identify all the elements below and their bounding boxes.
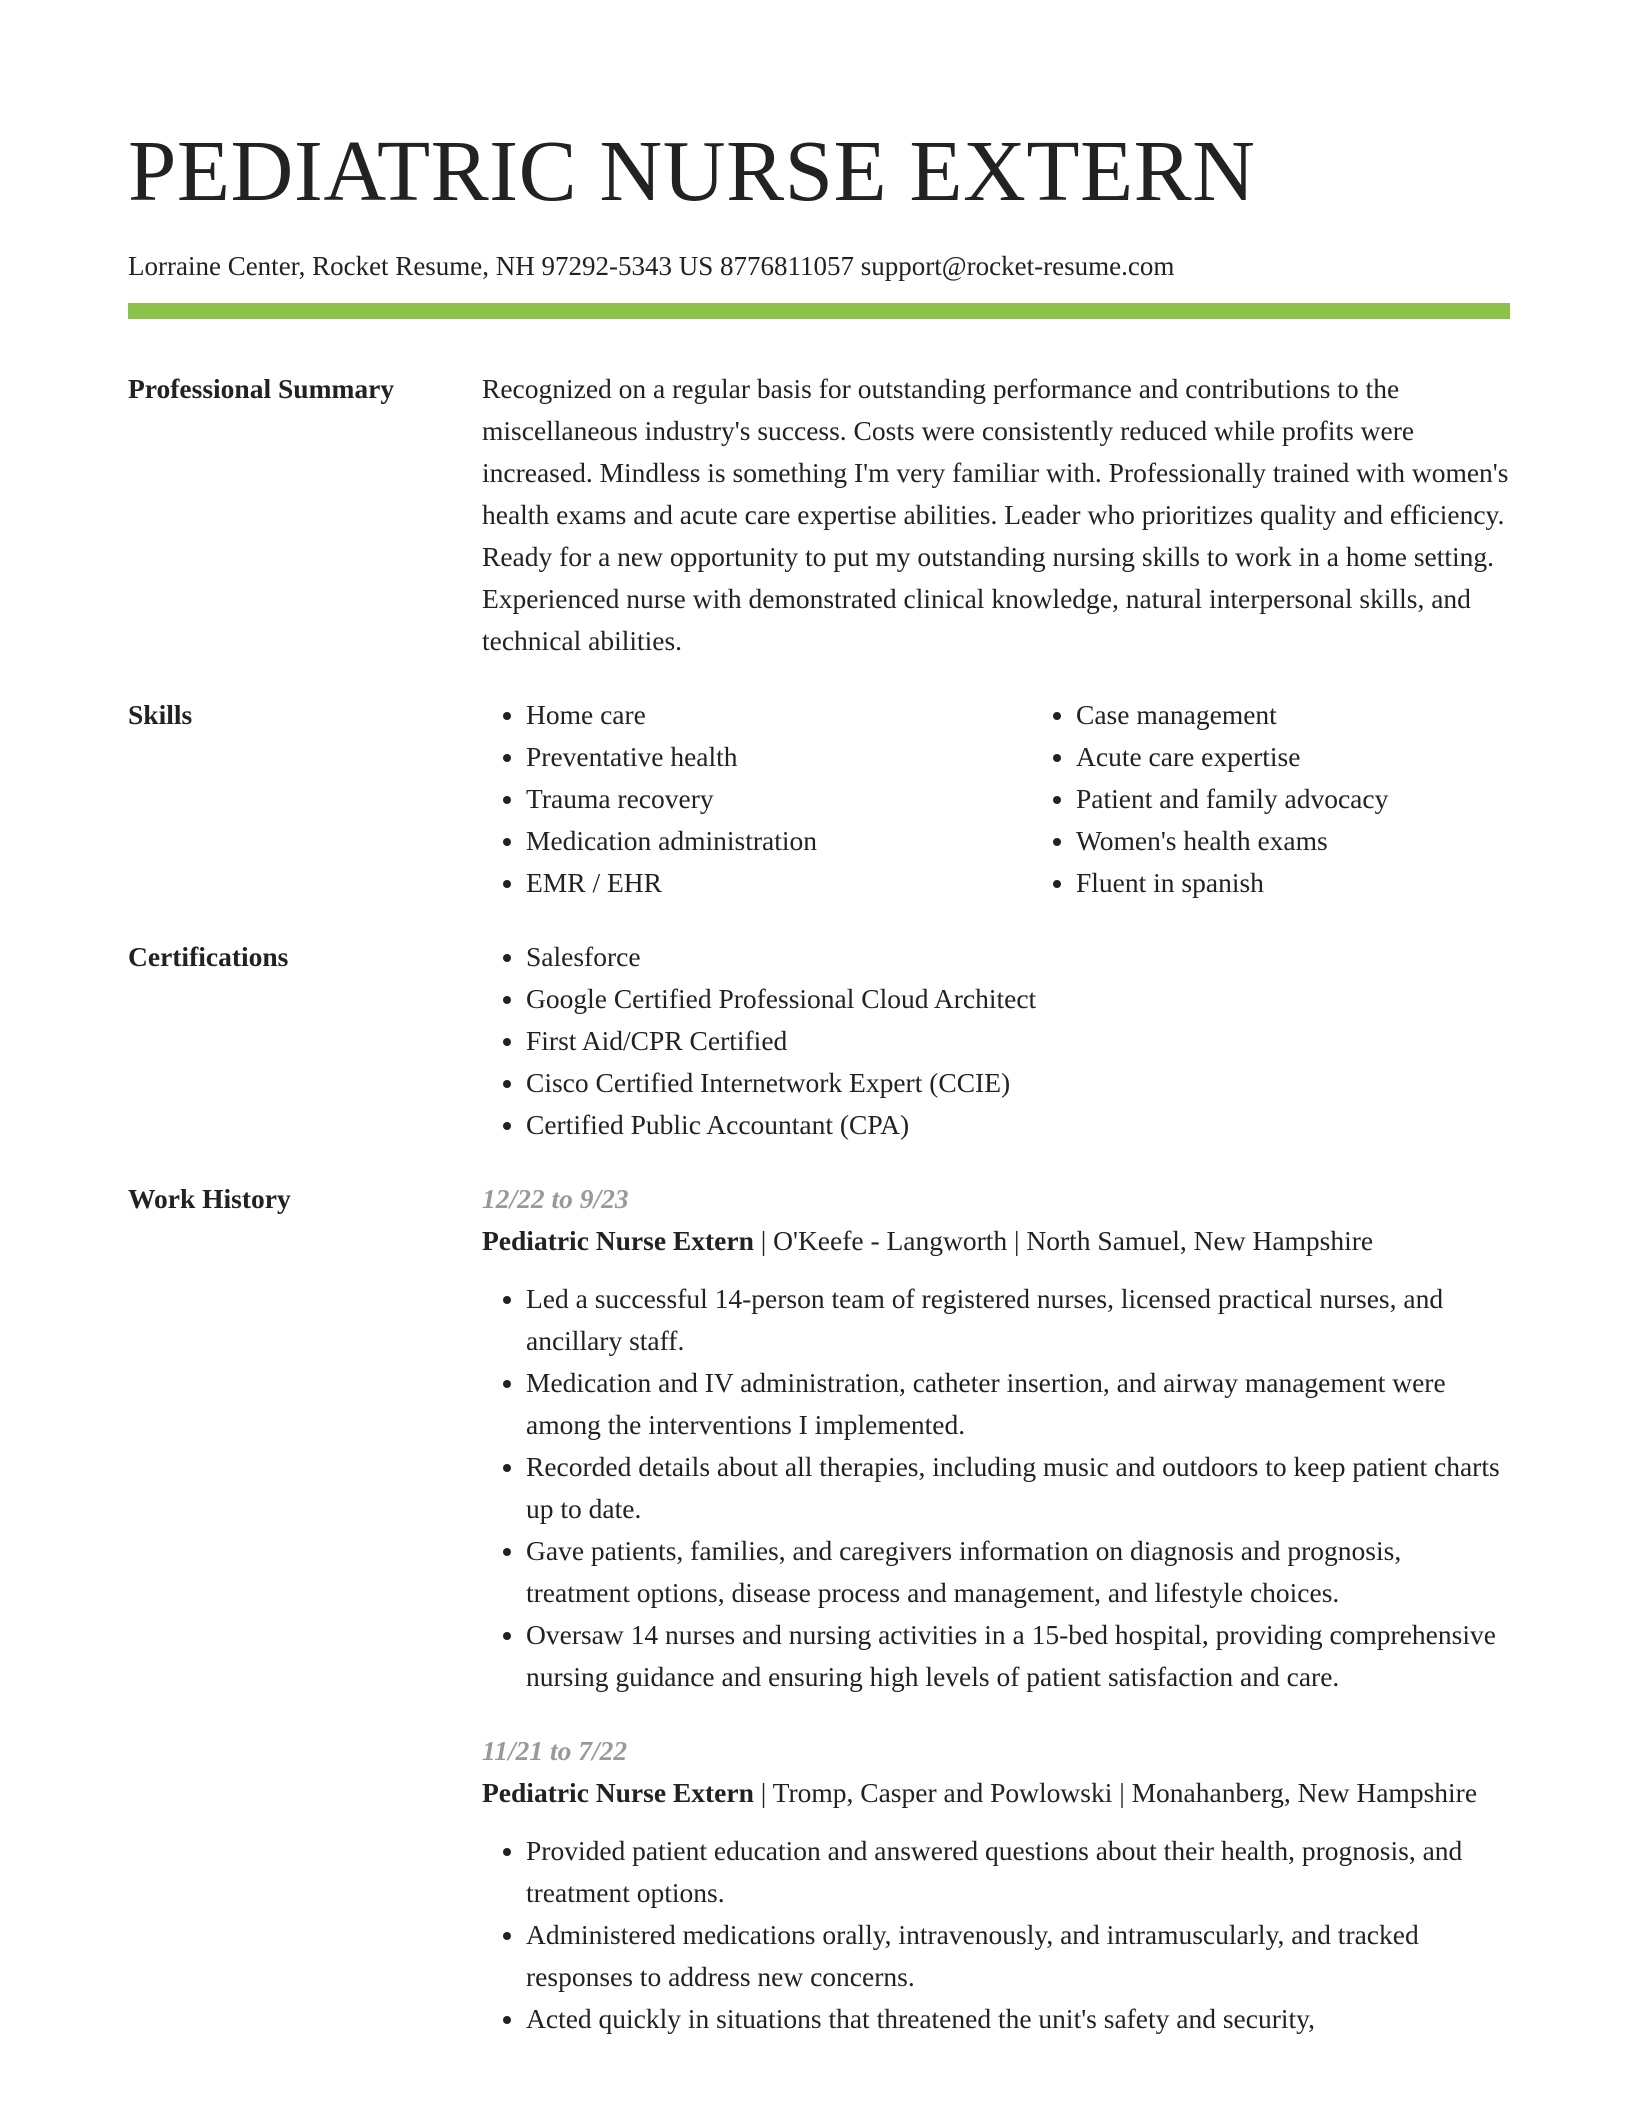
job-duty: • Medication and IV administration, catheter insertion, and airway management were among the interventions I implemented. (526, 1362, 1510, 1446)
summary-text: Recognized on a regular basis for outstanding performance and contributions to the miscellaneous industry's success. Costs were consistently reduced while profits were increased. Mindless is something I'm very familiar with. Professionally trained with women's health exams and acute care expertise abilities. Leader who prioritizes quality and efficiency. Ready for a new opportunity to put my outstanding nursing skills to work in a home setting. Experienced nurse with demonstrated clinical knowledge, natural interpersonal skills, and technical abilities. (482, 373, 1509, 656)
skill-item: • Preventative health (526, 736, 1032, 778)
job-title: Pediatric Nurse Extern (482, 1777, 754, 1808)
section-heading-work-history: Work History (128, 1183, 291, 1214)
skill-item: • Fluent in spanish (1076, 862, 1582, 904)
section-heading-summary: Professional Summary (128, 373, 395, 404)
job-heading (482, 1772, 1510, 1814)
job-duties-list (482, 1278, 1510, 1698)
skills-section (128, 694, 1510, 904)
job-duty: • Oversaw 14 nurses and nursing activities in a 15-bed hospital, providing comprehensive nursing guidance and ensuring high levels of patient satisfaction and care. (526, 1614, 1510, 1698)
job-dates: 12/22 to 9/23 (482, 1183, 629, 1214)
job-duty: • Led a successful 14-person team of registered nurses, licensed practical nurses, and ancillary staff. (526, 1278, 1510, 1362)
job-duty: • Recorded details about all therapies, including music and outdoors to keep patient charts up to date. (526, 1446, 1510, 1530)
certification-item: • First Aid/CPR Certified (526, 1020, 1510, 1062)
job-entry (482, 1178, 1510, 1698)
skill-item: • Acute care expertise (1076, 736, 1582, 778)
professional-summary-section (128, 368, 1510, 662)
job-entry (482, 1730, 1510, 2040)
job-duty: • Acted quickly in situations that threatened the unit's safety and security, (526, 1998, 1510, 2040)
skill-item: • Women's health exams (1076, 820, 1582, 862)
skill-item: • Home care (526, 694, 1032, 736)
job-duty: • Gave patients, families, and caregivers information on diagnosis and prognosis, treatment options, disease process and management, and lifestyle choices. (526, 1530, 1510, 1614)
certification-item: • Salesforce (526, 936, 1510, 978)
certification-item: • Google Certified Professional Cloud Architect (526, 978, 1510, 1020)
resume-title: PEDIATRIC NURSE EXTERN (128, 122, 1256, 219)
section-heading-skills: Skills (128, 699, 193, 730)
certifications-body (482, 936, 1510, 1146)
certification-item: • Cisco Certified Internetwork Expert (CCIE) (526, 1062, 1510, 1104)
section-heading-certifications: Certifications (128, 941, 289, 972)
job-heading (482, 1220, 1510, 1262)
work-history-section (128, 1178, 1510, 2040)
skills-list-left (482, 694, 1032, 904)
resume-page (128, 0, 1510, 2040)
job-employer-location: | Tromp, Casper and Powlowski | Monahanberg, New Hampshire (753, 1777, 1478, 1808)
skills-list-right (1032, 694, 1582, 904)
job-duty: • Administered medications orally, intravenously, and intramuscularly, and tracked responses to address new concerns. (526, 1914, 1510, 1998)
job-employer-location: | O'Keefe - Langworth | North Samuel, New Hampshire (753, 1225, 1374, 1256)
certification-item: • Certified Public Accountant (CPA) (526, 1104, 1510, 1146)
skill-item: • EMR / EHR (526, 862, 1032, 904)
accent-divider (128, 303, 1510, 319)
skill-item: • Case management (1076, 694, 1582, 736)
certifications-list (482, 936, 1510, 1146)
contact-info: Lorraine Center, Rocket Resume, NH 97292-5343 US 8776811057 support@rocket-resume.com (128, 251, 1175, 281)
job-duty: • Provided patient education and answered questions about their health, prognosis, and treatment options. (526, 1830, 1510, 1914)
certifications-section (128, 936, 1510, 1146)
work-history-body (482, 1178, 1510, 2040)
job-duties-list (482, 1830, 1510, 2040)
skill-item: • Trauma recovery (526, 778, 1032, 820)
job-title: Pediatric Nurse Extern (482, 1225, 754, 1256)
job-dates: 11/21 to 7/22 (482, 1735, 628, 1766)
skills-columns (482, 694, 1582, 904)
skill-item: • Medication administration (526, 820, 1032, 862)
skill-item: • Patient and family advocacy (1076, 778, 1582, 820)
